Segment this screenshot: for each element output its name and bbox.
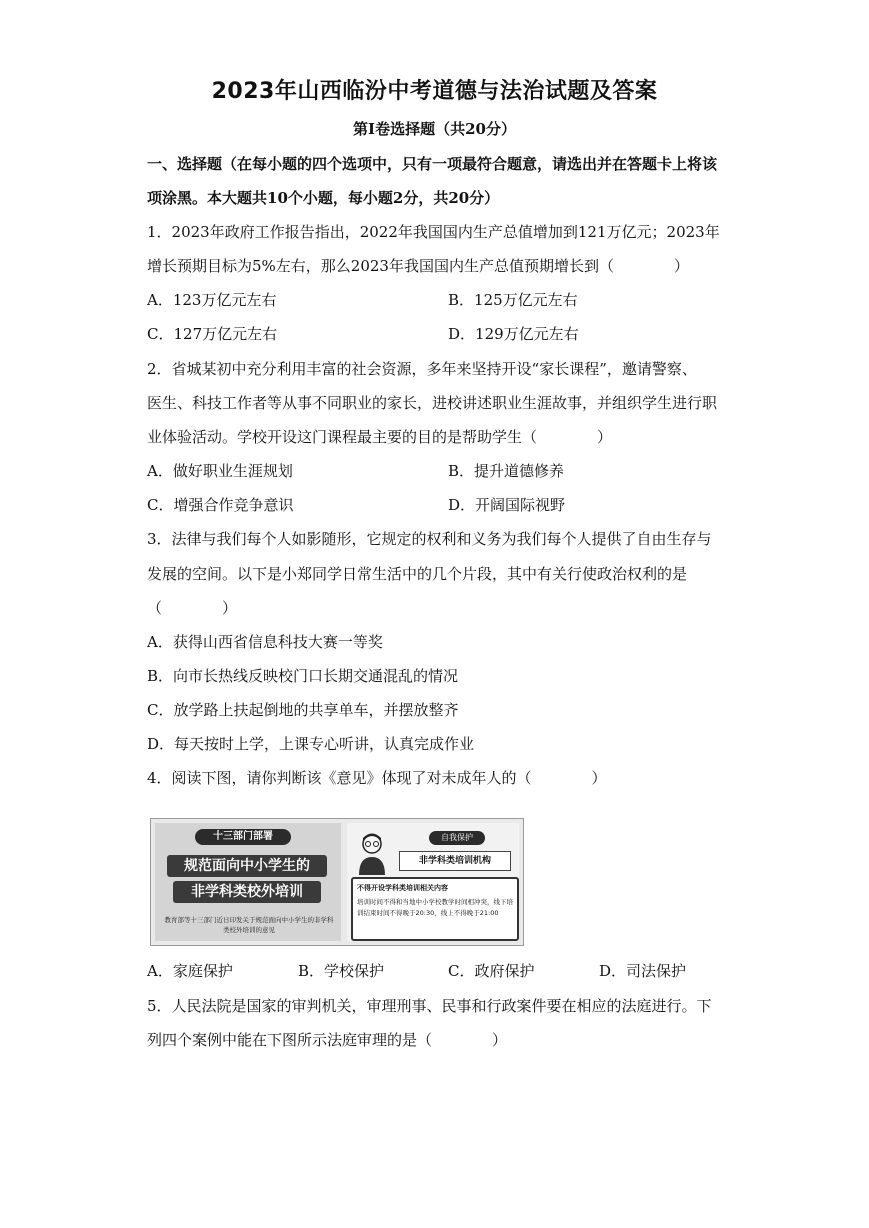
figure-right-box: [351, 877, 519, 941]
q4-option-a: A．家庭保护: [147, 962, 233, 980]
q5-line-1: 5．人民法院是国家的审判机关，审理刑事、民事和行政案件要在相应的法庭进行。下: [147, 997, 712, 1015]
q5-line-2: 列四个案例中能在下图所示法庭审理的是（ ）: [147, 1031, 508, 1049]
q3-line-3: （ ）: [147, 599, 238, 617]
figure-left-panel: [155, 823, 341, 941]
figure-left-tag: 十三部门部署: [195, 829, 291, 845]
figure-right-tag: 自我保护: [429, 831, 485, 845]
q1-option-d: D．129万亿元左右: [448, 325, 579, 343]
figure-right-panel: [347, 823, 519, 941]
section-heading: 第Ⅰ卷选择题（共20分）: [353, 120, 516, 138]
q3-line-2: 发展的空间。以下是小郑同学日常生活中的几个片段，其中有关行使政治权利的是: [147, 565, 688, 583]
q4-figure: [150, 818, 524, 946]
q4-option-d: D．司法保护: [599, 962, 687, 980]
q2-option-a: A．做好职业生涯规划: [147, 462, 293, 480]
instructions-line-1: 一、选择题（在每小题的四个选项中，只有一项最符合题意，请选出并在答题卡上将该: [147, 155, 718, 173]
figure-left-headline-1: 规范面向中小学生的: [167, 855, 327, 877]
student-avatar-icon: [355, 831, 389, 875]
q3-option-c: C．放学路上扶起倒地的共享单车，并摆放整齐: [147, 701, 459, 719]
q4-option-c: C．政府保护: [448, 962, 535, 980]
q2-line-3: 业体验活动。学校开设这门课程最主要的目的是帮助学生（ ）: [147, 428, 613, 446]
q2-option-d: D．开阔国际视野: [448, 496, 566, 514]
q4-line: 4．阅读下图，请你判断该《意见》体现了对未成年人的（ ）: [147, 769, 607, 787]
q2-line-2: 医生、科技工作者等从事不同职业的家长，进校讲述职业生涯故事，并组织学生进行职: [147, 394, 718, 412]
q2-line-1: 2．省城某初中充分利用丰富的社会资源，多年来坚持开设“家长课程”，邀请警察、: [147, 360, 697, 378]
figure-right-box-text: 培训时间不得和当地中小学校教学时间相冲突，线下培训结束时间不得晚于20:30，线上不得晚于21:00: [357, 898, 513, 917]
q3-option-b: B．向市长热线反映校门口长期交通混乱的情况: [147, 667, 459, 685]
figure-left-headline-2: 非学科类校外培训: [173, 881, 321, 903]
q1-option-a: A．123万亿元左右: [147, 291, 277, 309]
q4-option-b: B．学校保护: [298, 962, 385, 980]
q3-option-d: D．每天按时上学，上课专心听讲，认真完成作业: [147, 735, 475, 753]
figure-right-box-head: 不得开设学科类培训相关内容: [357, 884, 448, 892]
figure-left-caption: 教育部等十三部门近日印发关于规范面向中小学生的非学科类校外培训的意见: [164, 916, 334, 934]
q1-line-2: 增长预期目标为5%左右，那么2023年我国国内生产总值预期增长到（ ）: [147, 257, 689, 275]
q1-option-c: C．127万亿元左右: [147, 325, 278, 343]
q3-option-a: A．获得山西省信息科技大赛一等奖: [147, 633, 383, 651]
q2-option-c: C．增强合作竞争意识: [147, 496, 294, 514]
figure-right-title: 非学科类培训机构: [399, 851, 511, 871]
q1-line-1: 1．2023年政府工作报告指出，2022年我国国内生产总值增加到121万亿元；2023年: [147, 223, 720, 241]
q3-line-1: 3．法律与我们每个人如影随形，它规定的权利和义务为我们每个人提供了自由生存与: [147, 530, 712, 548]
instructions-line-2: 项涂黑。本大题共10个小题，每小题2分，共20分）: [147, 189, 500, 207]
q2-option-b: B．提升道德修养: [448, 462, 565, 480]
q1-option-b: B．125万亿元左右: [448, 291, 578, 309]
document-title: 2023年山西临汾中考道德与法治试题及答案: [211, 79, 658, 104]
